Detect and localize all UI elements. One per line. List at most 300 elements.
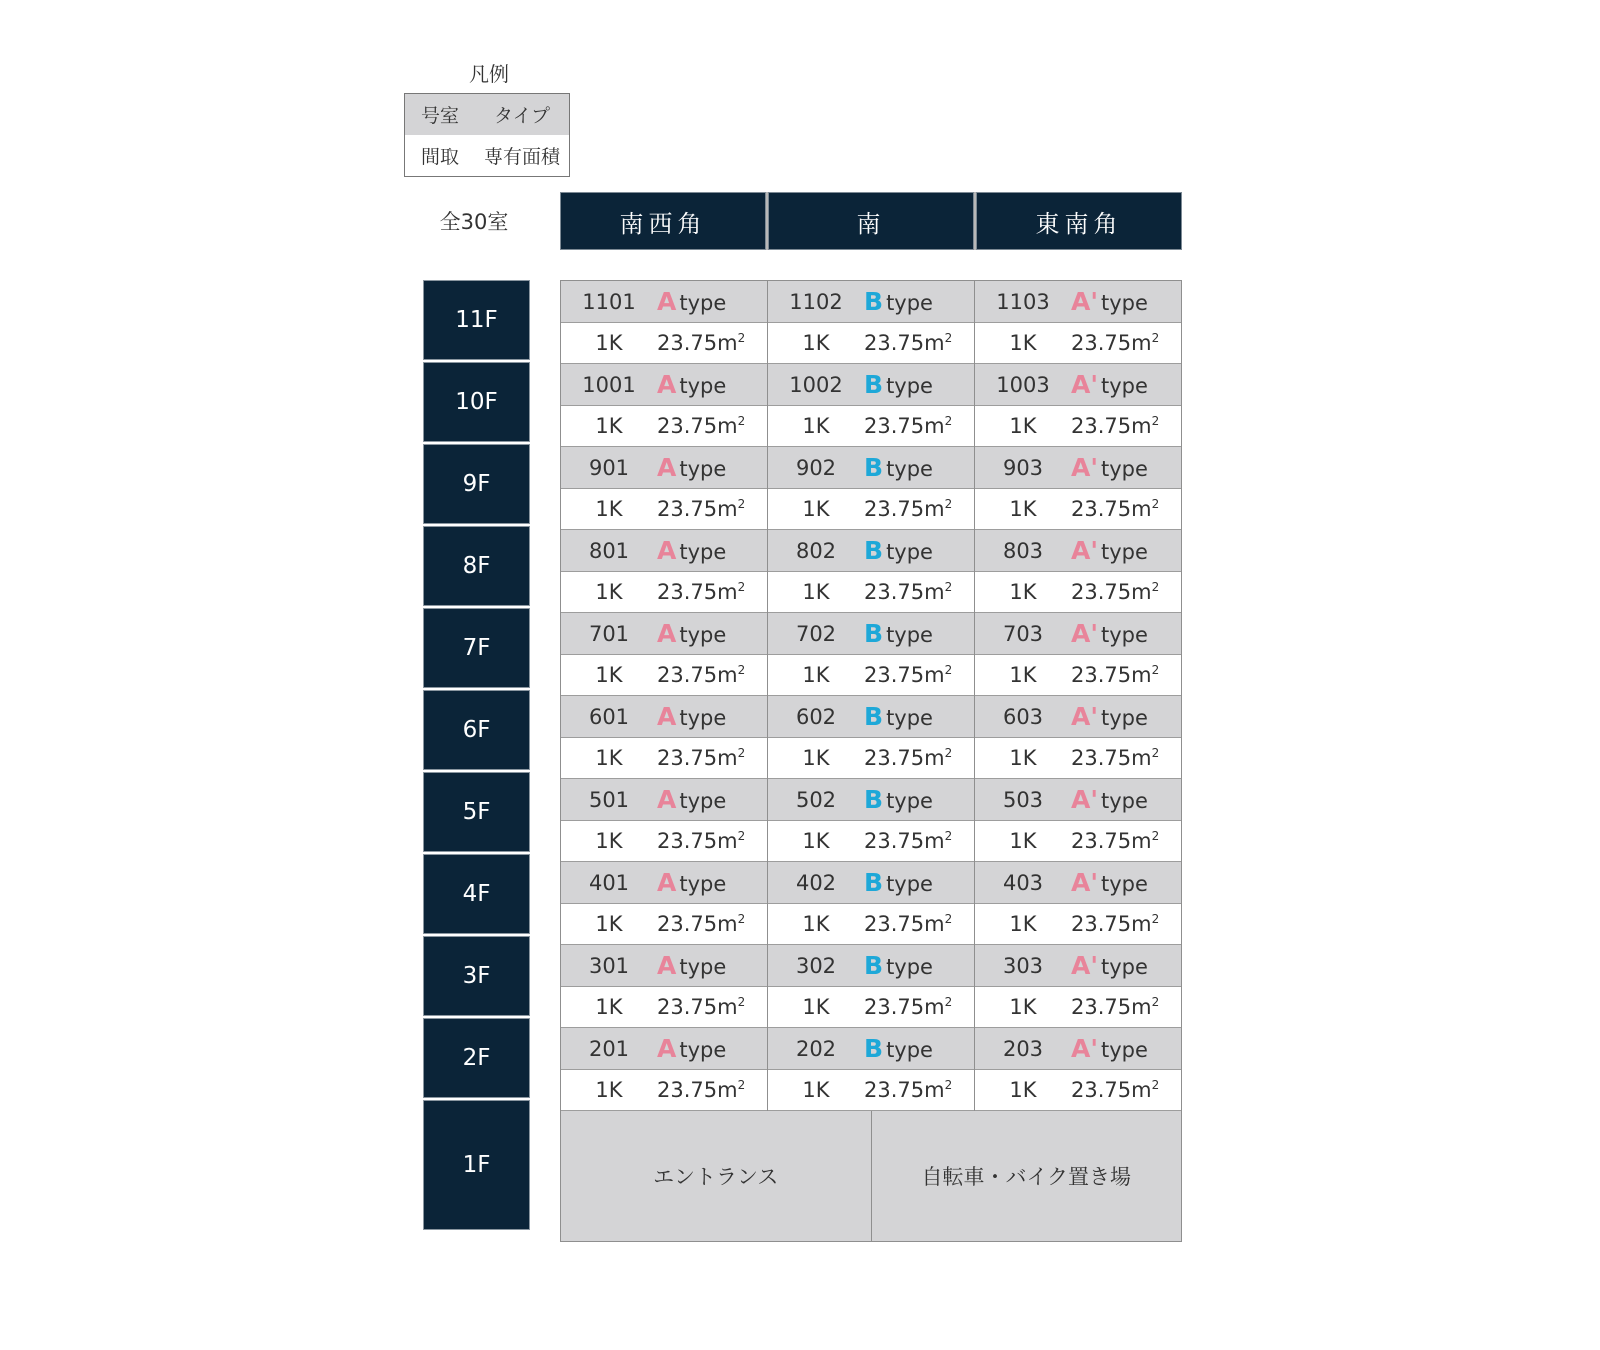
type-word: type [886,540,933,564]
unit-header [561,862,767,904]
unit-type [864,453,933,482]
floor-area [657,746,745,770]
floor-label: 9F [423,444,530,524]
area-value: 23.75 [864,912,925,936]
unit-cell[interactable] [561,1028,768,1111]
layout: 1K [1009,580,1037,604]
type-letter: A' [1071,370,1099,399]
unit-cell[interactable] [768,1028,975,1111]
legend-row-bottom [405,135,569,176]
layout: 1K [595,829,623,853]
type-word: type [679,623,727,647]
unit-details [768,655,974,696]
unit-details [768,323,974,364]
area-unit: m [1131,414,1152,438]
type-word: type [1101,291,1148,315]
unit-details [768,406,974,447]
layout: 1K [595,663,623,687]
unit-header [975,945,1181,987]
unit-cell[interactable] [561,447,768,530]
floor-area [657,497,745,521]
unit-cell[interactable] [561,530,768,613]
room-number: 1103 [996,289,1050,314]
room-number: 601 [588,704,630,729]
room-number: 903 [1002,455,1044,480]
floor-area [657,580,745,604]
unit-details [975,406,1181,447]
layout: 1K [595,912,623,936]
ground-floor-row [561,1111,1181,1241]
unit-header [768,530,974,572]
area-unit-superscript: 2 [1151,829,1160,843]
unit-cell[interactable] [975,696,1181,779]
type-letter: A [657,287,677,316]
type-letter: A [657,785,677,814]
bicycle-parking-area: 自転車・バイク置き場 [872,1111,1182,1241]
area-unit: m [717,995,738,1019]
area-value: 23.75 [1071,414,1132,438]
unit-header [561,447,767,489]
floor-area [657,331,745,355]
floor-row [561,281,1181,364]
unit-cell[interactable] [768,696,975,779]
layout: 1K [802,331,830,355]
unit-details [975,1070,1181,1111]
unit-type [864,287,933,316]
floor-row [561,1028,1181,1111]
room-number: 401 [588,870,630,895]
unit-type [1071,453,1148,482]
type-word: type [679,789,727,813]
floor-row [561,945,1181,1028]
room-number: 602 [795,704,837,729]
room-number: 703 [1002,621,1044,646]
area-value: 23.75 [1071,746,1132,770]
area-unit-superscript: 2 [1151,497,1160,511]
room-number: 303 [1002,953,1044,978]
floor-label: 11F [423,280,530,360]
floor-row [561,530,1181,613]
unit-details [975,655,1181,696]
unit-cell[interactable] [768,281,975,364]
floor-area [864,580,952,604]
area-unit: m [717,414,738,438]
unit-type [864,370,933,399]
unit-details [561,655,767,696]
type-word: type [886,374,933,398]
area-unit: m [717,497,738,521]
area-value: 23.75 [864,580,925,604]
area-value: 23.75 [1071,995,1132,1019]
floor-area [657,912,745,936]
unit-details [768,489,974,530]
layout: 1K [1009,414,1037,438]
type-word: type [679,457,727,481]
unit-type [1071,536,1148,565]
unit-type [864,868,933,897]
layout: 1K [1009,746,1037,770]
layout: 1K [595,1078,623,1102]
unit-header [561,281,767,323]
type-letter: A' [1071,951,1099,980]
unit-type [657,785,726,814]
room-number: 901 [588,455,630,480]
area-unit-superscript: 2 [1151,1078,1160,1092]
unit-cell[interactable] [768,945,975,1028]
legend-row-top [405,94,569,135]
room-number: 1003 [996,372,1050,397]
floor-area [864,497,952,521]
unit-type [1071,785,1148,814]
unit-cell[interactable] [975,945,1181,1028]
layout: 1K [802,1078,830,1102]
floor-area [1071,995,1159,1019]
area-unit: m [924,331,945,355]
area-unit: m [1131,663,1152,687]
type-word: type [886,623,933,647]
area-unit: m [924,746,945,770]
type-word: type [886,872,933,896]
area-unit: m [717,663,738,687]
area-value: 23.75 [657,912,718,936]
type-letter: A' [1071,287,1099,316]
area-unit-superscript: 2 [737,912,746,926]
type-word: type [886,457,933,481]
unit-header [975,696,1181,738]
direction-southeast-corner: 東南角 [976,192,1182,250]
area-value: 23.75 [864,663,925,687]
floor-area [657,829,745,853]
area-unit-superscript: 2 [737,497,746,511]
type-letter: A' [1071,536,1099,565]
area-unit: m [924,829,945,853]
layout: 1K [595,414,623,438]
unit-details [975,738,1181,779]
type-letter: A [657,868,677,897]
type-word: type [886,291,933,315]
area-unit: m [717,580,738,604]
unit-details [561,821,767,862]
unit-header [768,945,974,987]
type-letter: B [864,370,884,399]
unit-details [561,987,767,1028]
unit-type [657,370,726,399]
unit-type [1071,702,1148,731]
total-rooms: 全30室 [439,210,509,234]
area-unit-superscript: 2 [944,497,953,511]
layout: 1K [595,746,623,770]
area-unit-superscript: 2 [944,663,953,677]
type-word: type [1101,955,1148,979]
layout: 1K [1009,497,1037,521]
area-unit: m [1131,995,1152,1019]
direction-header-row [560,192,1182,250]
area-unit-superscript: 2 [737,414,746,428]
type-letter: A' [1071,619,1099,648]
type-letter: B [864,619,884,648]
type-letter: A' [1071,453,1099,482]
layout: 1K [1009,995,1037,1019]
unit-header [768,447,974,489]
unit-type [864,619,933,648]
floor-area [864,912,952,936]
type-word: type [679,872,727,896]
unit-type [1071,1034,1148,1063]
type-letter: A' [1071,868,1099,897]
unit-cell[interactable] [975,862,1181,945]
floor-row [561,696,1181,779]
room-number: 1001 [582,372,636,397]
area-unit: m [717,829,738,853]
unit-details [975,987,1181,1028]
unit-type [657,1034,726,1063]
room-number: 1101 [582,289,636,314]
area-unit-superscript: 2 [944,580,953,594]
area-value: 23.75 [1071,829,1132,853]
floor-row [561,364,1181,447]
unit-type [657,619,726,648]
unit-details [975,572,1181,613]
unit-cell[interactable] [975,530,1181,613]
unit-type [1071,951,1148,980]
legend-room-label: 号室 [420,105,459,127]
legend-area-label: 専有面積 [483,146,560,168]
unit-details [561,323,767,364]
area-unit: m [1131,1078,1152,1102]
type-letter: A [657,619,677,648]
unit-details [561,904,767,945]
unit-type [657,287,726,316]
layout: 1K [1009,331,1037,355]
area-unit-superscript: 2 [1151,663,1160,677]
unit-header [768,364,974,406]
floor-label-ground: 1F [423,1100,530,1230]
area-unit-superscript: 2 [944,829,953,843]
room-number: 302 [795,953,837,978]
type-letter: B [864,785,884,814]
unit-cell[interactable] [561,364,768,447]
floor-area [864,995,952,1019]
area-unit: m [717,1078,738,1102]
layout: 1K [802,912,830,936]
layout: 1K [802,829,830,853]
type-letter: B [864,287,884,316]
area-value: 23.75 [864,995,925,1019]
area-unit: m [1131,497,1152,521]
room-number: 402 [795,870,837,895]
area-value: 23.75 [657,497,718,521]
type-letter: B [864,702,884,731]
area-unit-superscript: 2 [1151,580,1160,594]
area-value: 23.75 [657,580,718,604]
unit-header [561,945,767,987]
area-unit: m [924,912,945,936]
floor-area [864,414,952,438]
floor-area [657,995,745,1019]
area-unit: m [717,331,738,355]
floor-area [657,1078,745,1102]
unit-header [561,696,767,738]
floor-label: 6F [423,690,530,770]
unit-cell[interactable] [768,364,975,447]
unit-header [975,779,1181,821]
floor-row [561,447,1181,530]
unit-cell[interactable] [561,613,768,696]
unit-type [657,536,726,565]
type-word: type [1101,706,1148,730]
floor-area [657,414,745,438]
floor-row [561,613,1181,696]
unit-details [768,904,974,945]
unit-header [768,1028,974,1070]
unit-details [975,489,1181,530]
unit-cell[interactable] [561,862,768,945]
legend-type-label: タイプ [493,105,551,127]
unit-type [1071,868,1148,897]
unit-type [657,951,726,980]
layout: 1K [802,497,830,521]
unit-cell[interactable] [768,530,975,613]
unit-type [864,702,933,731]
unit-details [561,572,767,613]
type-word: type [1101,789,1148,813]
unit-details [768,821,974,862]
unit-cell[interactable] [768,447,975,530]
unit-cell[interactable] [561,779,768,862]
unit-details [975,821,1181,862]
unit-cell[interactable] [975,779,1181,862]
floor-area [1071,580,1159,604]
unit-cell[interactable] [768,862,975,945]
area-value: 23.75 [657,1078,718,1102]
unit-header [975,862,1181,904]
area-unit: m [717,912,738,936]
unit-type [1071,287,1148,316]
area-value: 23.75 [864,746,925,770]
unit-header [975,530,1181,572]
area-value: 23.75 [657,414,718,438]
type-word: type [1101,457,1148,481]
room-number: 503 [1002,787,1044,812]
room-number: 902 [795,455,837,480]
floor-area [1071,912,1159,936]
floor-label: 7F [423,608,530,688]
unit-header [561,779,767,821]
unit-grid [560,280,1182,1242]
unit-type [864,1034,933,1063]
type-word: type [1101,540,1148,564]
floor-area [1071,331,1159,355]
unit-cell[interactable] [975,1028,1181,1111]
floor-area [1071,663,1159,687]
unit-cell[interactable] [975,364,1181,447]
legend-layout-label: 間取 [420,146,459,168]
area-value: 23.75 [1071,912,1132,936]
floor-label-column [423,280,530,1232]
unit-header [561,530,767,572]
room-number: 502 [795,787,837,812]
area-value: 23.75 [657,829,718,853]
layout: 1K [802,414,830,438]
type-word: type [886,1038,933,1062]
legend-box [404,93,570,177]
type-word: type [1101,374,1148,398]
room-number: 202 [795,1036,837,1061]
layout: 1K [802,995,830,1019]
direction-south: 南 [768,192,974,250]
area-unit-superscript: 2 [737,1078,746,1092]
type-word: type [1101,872,1148,896]
floor-area [657,663,745,687]
area-value: 23.75 [1071,580,1132,604]
area-unit-superscript: 2 [1151,912,1160,926]
type-letter: B [864,1034,884,1063]
room-number: 1102 [789,289,843,314]
area-unit-superscript: 2 [737,331,746,345]
floor-area [1071,414,1159,438]
unit-details [561,406,767,447]
room-number: 801 [588,538,630,563]
type-word: type [679,291,727,315]
unit-header [561,364,767,406]
room-number: 803 [1002,538,1044,563]
unit-details [768,1070,974,1111]
type-letter: A' [1071,1034,1099,1063]
area-unit-superscript: 2 [1151,746,1160,760]
area-unit-superscript: 2 [737,995,746,1009]
area-value: 23.75 [657,663,718,687]
area-unit-superscript: 2 [944,331,953,345]
area-unit-superscript: 2 [944,746,953,760]
type-word: type [679,706,727,730]
layout: 1K [1009,663,1037,687]
layout: 1K [595,580,623,604]
unit-cell[interactable] [561,281,768,364]
floor-area [864,829,952,853]
layout: 1K [595,497,623,521]
unit-cell[interactable] [768,779,975,862]
unit-cell[interactable] [561,945,768,1028]
area-unit-superscript: 2 [737,829,746,843]
area-unit: m [1131,580,1152,604]
unit-cell[interactable] [975,281,1181,364]
floor-label: 2F [423,1018,530,1098]
area-value: 23.75 [864,497,925,521]
unit-type [657,868,726,897]
area-unit: m [924,995,945,1019]
room-number: 701 [588,621,630,646]
floor-label: 5F [423,772,530,852]
unit-header [768,281,974,323]
floor-area [1071,497,1159,521]
unit-cell[interactable] [975,447,1181,530]
unit-cell[interactable] [561,696,768,779]
area-unit-superscript: 2 [1151,414,1160,428]
unit-type [1071,619,1148,648]
layout: 1K [595,995,623,1019]
area-unit: m [924,1078,945,1102]
unit-header [768,779,974,821]
type-letter: A' [1071,785,1099,814]
type-letter: B [864,453,884,482]
unit-header [768,613,974,655]
unit-cell[interactable] [975,613,1181,696]
type-letter: B [864,536,884,565]
type-letter: B [864,951,884,980]
unit-details [561,489,767,530]
type-letter: A [657,702,677,731]
unit-cell[interactable] [768,613,975,696]
